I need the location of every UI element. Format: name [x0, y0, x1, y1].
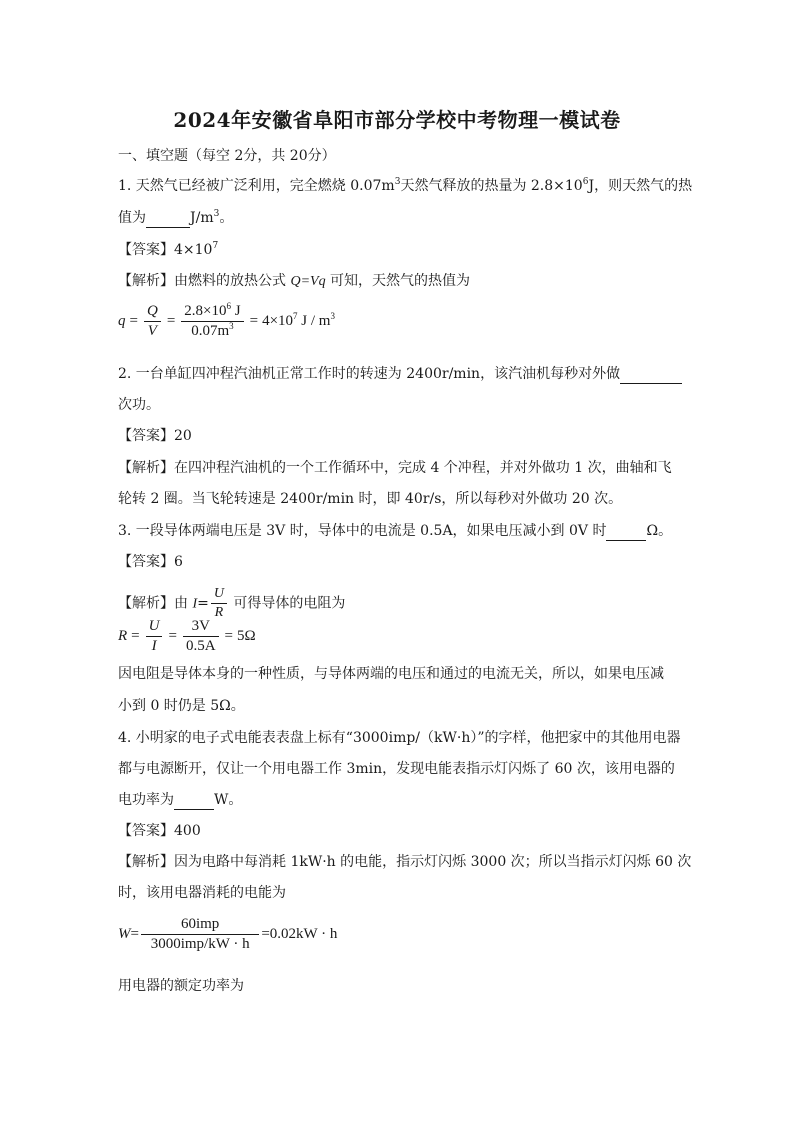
answer-blank	[606, 524, 646, 541]
question-3-analysis-2: 因电阻是导体本身的一种性质，与导体两端的电压和通过的电流无关，所以，如果电压减	[118, 666, 664, 682]
question-1-answer: 【答案】$4\times 10^7$	[118, 241, 219, 258]
question-4-answer: 【答案】400	[118, 823, 201, 839]
question-4-analysis-3: 用电器的额定功率为	[118, 978, 244, 994]
answer-blank	[620, 367, 682, 384]
question-1-line-1: 1. 天然气已经被广泛利用，完全燃烧 $0.07m^3$天然气释放的热量为 $2.8\times 10^6J$，则天然气的热	[118, 177, 693, 194]
answer-blank	[146, 211, 190, 228]
question-4-line-2: 都与电源断开，仅让一个用电器工作 3min，发现电能表指示灯闪烁了 60 次，该用电器的	[118, 761, 675, 777]
question-2-answer: 【答案】20	[118, 428, 192, 444]
question-2-analysis-2: 轮转 2 圈。当飞轮转速是 2400r/min 时，即 40r/s，所以每秒对外做功 20 次。	[118, 491, 623, 507]
question-4-line-3: 电功率为 W。	[118, 792, 243, 808]
energy-formula: W= $\frac{\text{60imp}}{\text{3000imp/kW · h}}$ =0.02kW · h	[118, 916, 338, 952]
resistance-formula: R = $\frac{U}{I}$ = $\frac{3V}{0.5A}$ = 5Ω	[118, 618, 256, 654]
question-3-line-1: 3. 一段导体两端电压是 3V 时，导体中的电流是 0.5A，如果电压减小到 0V 时 Ω。	[118, 523, 673, 539]
question-2-line-1: 2. 一台单缸四冲程汽油机正常工作时的转速为 2400r/min，该汽油机每秒对外做	[118, 364, 682, 384]
question-4-analysis-2: 时，该用电器消耗的电能为	[118, 885, 286, 901]
question-3-answer: 【答案】6	[118, 554, 183, 570]
question-2-line-2: 次功。	[118, 397, 160, 413]
answer-blank	[174, 793, 214, 810]
heat-value-formula: q = $\frac{Q}{V}$ = $\frac{2.8\times 10^6 J}{0.07m^3}$ = $4\times 10^7$ J / $m^3$	[118, 301, 335, 339]
question-1-analysis: 【解析】由燃料的放热公式 Q=Vq 可知，天然气的热值为	[118, 273, 471, 289]
question-4-analysis-1: 【解析】因为电路中每消耗 1kW·h 的电能，指示灯闪烁 3000 次；所以当指示灯闪烁 60 次	[118, 854, 692, 870]
question-2-analysis-1: 【解析】在四冲程汽油机的一个工作循环中，完成 4 个冲程，并对外做功 1 次，曲轴和飞	[118, 460, 672, 476]
question-1-line-2: 值为 $J/m^3$。	[118, 209, 234, 226]
question-3-analysis-1: 【解析】由 I= $\frac{U}{R}$ 可得导体的电阻为	[118, 586, 346, 620]
question-4-line-1: 4. 小明家的电子式电能表表盘上标有“3000imp/（kW·h）”的字样，他把家中的其他用电器	[118, 730, 681, 746]
question-3-analysis-3: 小到 0 时仍是 5Ω。	[118, 698, 245, 714]
section-heading: 一、填空题（每空 2分，共 20分）	[118, 148, 336, 164]
page-title: 2024年安徽省阜阳市部分学校中考物理一模试卷	[173, 108, 621, 132]
